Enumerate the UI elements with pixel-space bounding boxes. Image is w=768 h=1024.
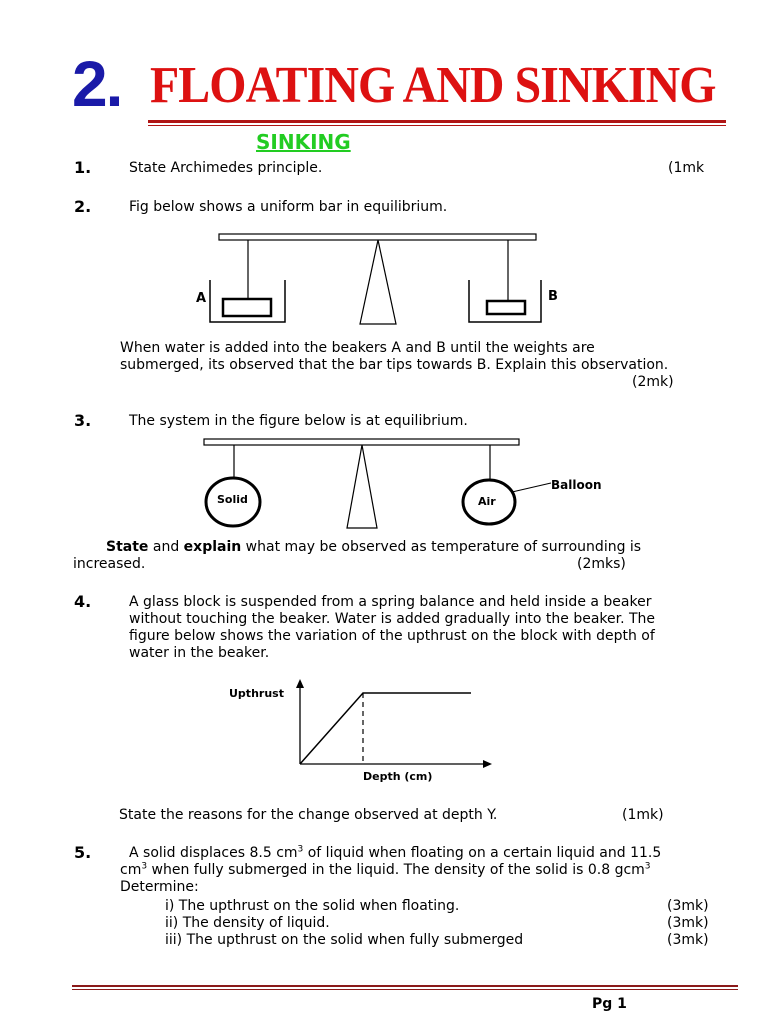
question-followup <box>106 539 641 555</box>
x-axis-arrow <box>483 760 492 768</box>
y-axis-arrow <box>296 679 304 688</box>
text-span: of liquid when floating on a certain liquid and 11.5 <box>303 845 662 861</box>
question-text: Determine: <box>120 879 199 895</box>
title-underline <box>148 120 726 123</box>
footer-rule <box>72 985 738 987</box>
weight-a <box>223 299 271 316</box>
question-text: without touching the beaker. Water is added gradually into the beaker. The <box>129 611 656 627</box>
text-span: when fully submerged in the liquid. The density of the solid is 0.8 gcm <box>147 862 645 878</box>
question-number: 2. <box>74 197 92 216</box>
superscript: 3 <box>297 844 304 855</box>
question-text: A glass block is suspended from a spring balance and held inside a beaker <box>129 594 652 610</box>
question-followup: increased. <box>73 556 146 572</box>
marks: (2mks) <box>577 556 626 572</box>
air-label: Air <box>478 495 496 508</box>
marks: (3mk) <box>667 915 709 931</box>
sub-question: ii) The density of liquid. <box>165 915 330 931</box>
y-axis-label: Upthrust <box>229 687 284 700</box>
pivot <box>347 445 377 528</box>
section-title: SINKING <box>256 130 351 154</box>
question-followup: submerged, its observed that the bar tips towards B. Explain this observation. <box>120 357 669 373</box>
balloon-label: Balloon <box>551 478 602 492</box>
text-span: and <box>148 539 184 555</box>
label-a: A <box>196 291 207 306</box>
weight-b <box>487 301 525 314</box>
text-span: what may be observed as temperature of surrounding is <box>241 539 642 555</box>
text-span: A solid displaces 8.5 cm <box>129 845 298 861</box>
marks: (1mk <box>668 160 705 176</box>
uniform-bar <box>204 439 519 445</box>
page-number: Pg 1 <box>592 996 627 1012</box>
question-followup: When water is added into the beakers A and B until the weights are <box>120 340 595 356</box>
question-number: 4. <box>74 592 92 611</box>
chapter-title: FLOATING AND SINKING <box>150 57 716 114</box>
question-number: 5. <box>74 843 92 862</box>
superscript: 3 <box>141 861 148 872</box>
sub-question: iii) The upthrust on the solid when fully submerged <box>165 932 524 948</box>
footer-rule-thin <box>72 989 738 990</box>
question-number: 1. <box>74 158 92 177</box>
balloon-pointer <box>512 483 551 492</box>
label-b: B <box>548 289 558 304</box>
bold-word: State <box>106 539 149 555</box>
superscript: 3 <box>644 861 651 872</box>
upthrust-depth-graph <box>220 676 510 788</box>
question-text: State Archimedes principle. <box>129 160 323 176</box>
sub-question: i) The upthrust on the solid when floating. <box>165 898 460 914</box>
upthrust-curve <box>300 693 471 764</box>
question-text: water in the beaker. <box>129 645 270 661</box>
title-underline-thin <box>148 125 726 126</box>
uniform-bar <box>219 234 536 240</box>
pivot <box>360 240 396 324</box>
marks: (1mk) <box>622 807 664 823</box>
marks: (3mk) <box>667 932 709 948</box>
question-text: The system in the figure below is at equilibrium. <box>129 413 468 429</box>
question-number: 3. <box>74 411 92 430</box>
solid-balloon-balance-figure <box>195 434 615 534</box>
question-text: Fig below shows a uniform bar in equilibrium. <box>129 199 448 215</box>
question-text <box>129 845 661 861</box>
solid-label: Solid <box>217 493 248 506</box>
question-text <box>120 862 651 878</box>
beam-balance-beakers-figure <box>190 228 560 332</box>
marks: (3mk) <box>667 898 709 914</box>
bold-word: explain <box>183 539 242 555</box>
question-text: figure below shows the variation of the upthrust on the block with depth of <box>129 628 655 644</box>
text-span: cm <box>120 862 142 878</box>
marks: (2mk) <box>632 374 674 390</box>
question-followup: State the reasons for the change observed at depth Y. <box>119 807 498 823</box>
x-axis-label: Depth (cm) <box>363 770 433 783</box>
chapter-number: 2. <box>72 48 122 120</box>
